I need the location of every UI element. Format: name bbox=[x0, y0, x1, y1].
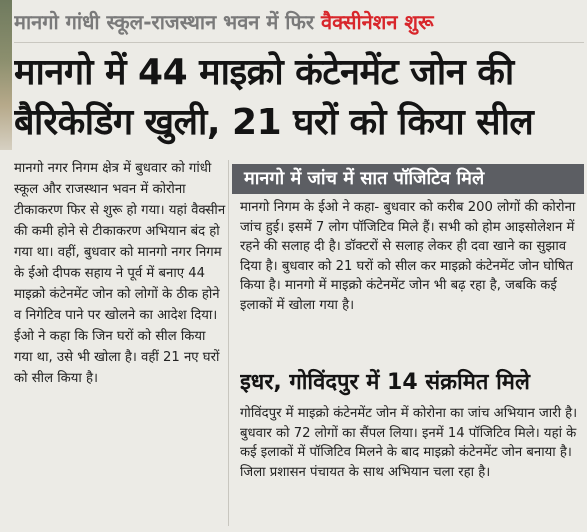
headline-line-2: बैरिकेडिंग खुली, 21 घरों को किया सील bbox=[14, 102, 534, 143]
right-paragraph-2: गोविंदपुर में माइक्रो कंटेनमेंट जोन में कोरोना का जांच अभियान जारी है। बुधवार को 72 लोगों का सैंपल लिया। इनमें 14 पॉजिटिव मिले। यहां के कई इलाकों में पॉजिटिव मिलने के बाद माइक्रो कंटेनमेंट जोन बनाया है। जिला प्रशासन पंचायत के साथ अभियान चला रहा है। bbox=[240, 406, 578, 480]
kicker-grey-text: मानगो गांधी स्कूल-राजस्थान भवन में फिर bbox=[14, 10, 315, 34]
sub-headline-banner: मानगो में जांच में सात पॉजिटिव मिले bbox=[232, 164, 584, 194]
right-paragraph-1: मानगो निगम के ईओ ने कहा- बुधवार को करीब 200 लोगों की कोरोना जांच हुई। इसमें 7 लोग पॉजिटिव मिले हैं। सभी को होम आइसोलेशन में रहने की सलाह दी है। डॉक्टरों से सलाह लेकर ही दवा खाने का सुझाव दिया है। बुधवार को 21 घरों को सील कर माइक्रो कंटेनमेंट जोन घोषित किया है। मानगो में माइक्रो कंटेनमेंट जोन भी बढ़ रहा है, जबकि कई इलाकों में खोला गया है। bbox=[240, 200, 576, 313]
headline-line-1: मानगो में 44 माइक्रो कंटेनमेंट जोन की bbox=[14, 52, 514, 93]
kicker-headline bbox=[14, 2, 584, 43]
main-headline bbox=[14, 48, 580, 148]
column-divider bbox=[228, 160, 229, 526]
photo-edge-strip bbox=[0, 0, 12, 150]
left-column-article bbox=[14, 158, 226, 528]
sub-headline-govindpur: इधर, गोविंदपुर में 14 संक्रमित मिले bbox=[240, 370, 530, 395]
left-column-text: मानगो नगर निगम क्षेत्र में बुधवार को गांधी स्कूल और राजस्थान भवन में कोरोना टीकाकरण फिर से शुरू हो गया। यहां वैक्सीन की कमी होने से टीकाकरण अभियान बंद हो गया था। वहीं, बुधवार को मानगो नगर निगम के ईओ दीपक सहाय ने पूर्व में बनाए 44 माइक्रो कंटेनमेंट जोन को लोगों के ठीक होने व निगेटिव पाने पर खोलने का आदेश दिया। ईओ ने कहा कि जिन घरों को सील किया गया था, उसे भी खोला है। वहीं 21 नए घरों को सील किया है। bbox=[14, 161, 226, 386]
kicker-red-text: वैक्सीनेशन शुरू bbox=[321, 10, 434, 34]
